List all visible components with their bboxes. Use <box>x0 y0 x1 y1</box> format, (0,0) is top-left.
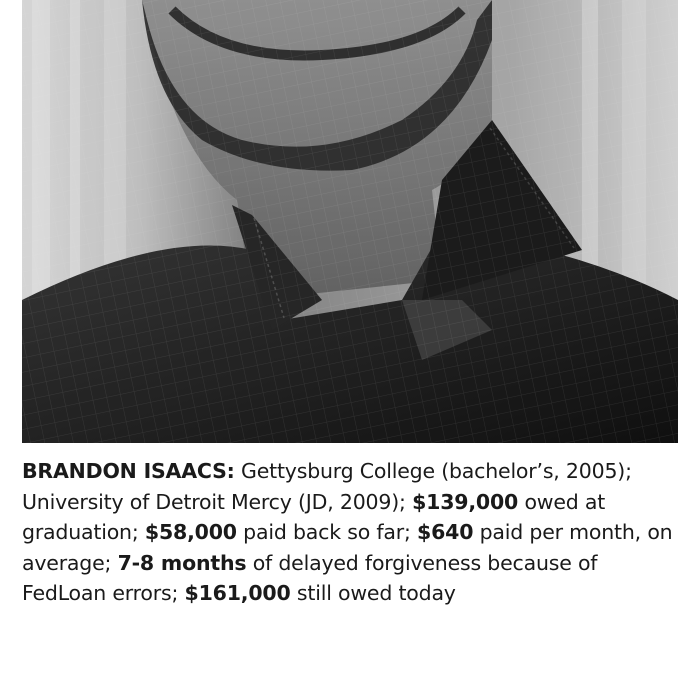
monthly-label: paid per month, on average; <box>22 520 673 575</box>
person-name: BRANDON ISAACS: <box>22 459 235 483</box>
delay-label: of delayed forgiveness because of FedLoan errors; <box>22 550 598 605</box>
paid-back-amount: $58,000 <box>144 520 237 544</box>
monthly-amount: $640 <box>417 520 474 544</box>
caption-text <box>22 456 682 609</box>
still-owed-label: still owed today <box>290 581 456 605</box>
still-owed-amount: $161,000 <box>184 581 291 605</box>
education-text: Gettysburg College (bachelor’s, 2005); University of Detroit Mercy (JD, 2009); <box>22 459 632 514</box>
owed-at-graduation-amount: $139,000 <box>412 489 519 514</box>
portrait-illustration <box>22 0 678 443</box>
owed-at-graduation-label: owed at graduation; <box>22 489 606 544</box>
paid-back-label: paid back so far; <box>236 520 411 544</box>
portrait-photo <box>22 0 678 443</box>
delay-amount: 7-8 months <box>117 550 247 575</box>
